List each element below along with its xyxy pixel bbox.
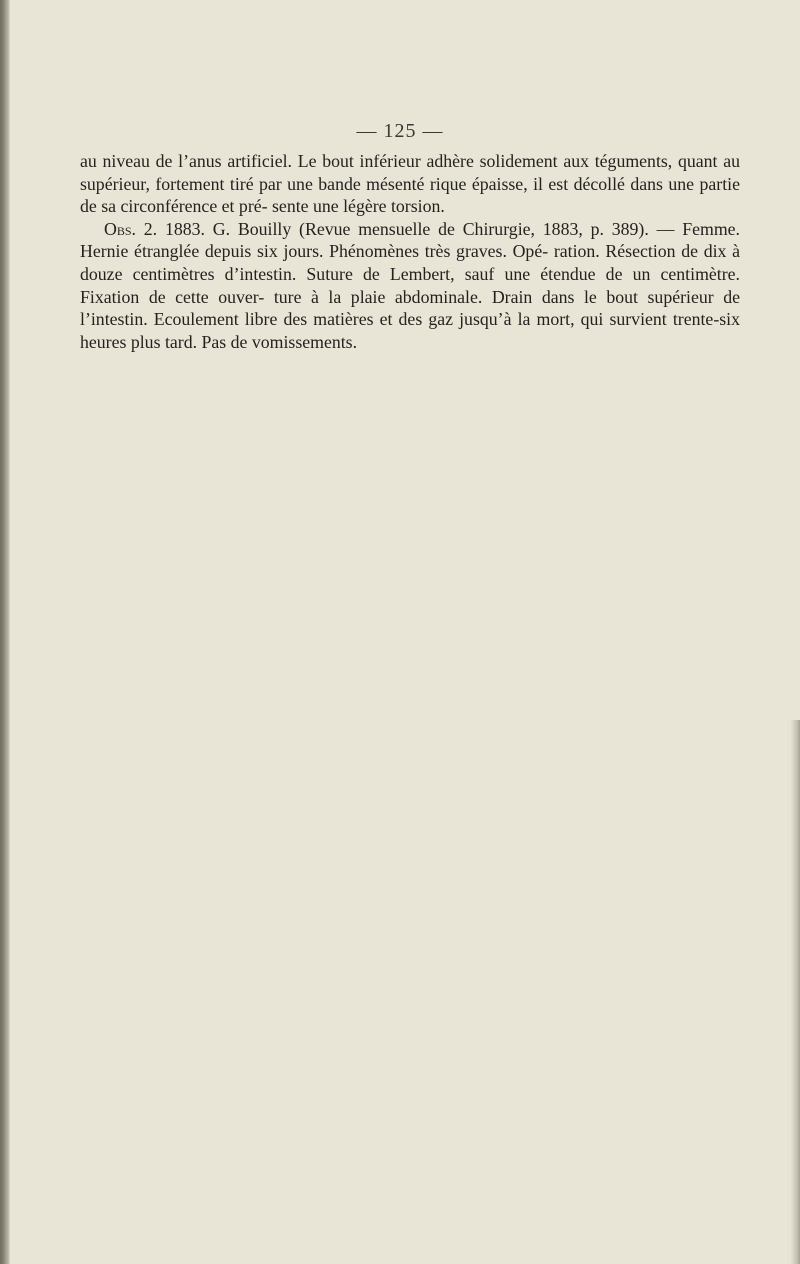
observation-label: Obs. 2. bbox=[104, 218, 158, 239]
body-text bbox=[80, 150, 740, 353]
paragraph-2 bbox=[80, 218, 740, 354]
paragraph-1: au niveau de l’anus artificiel. Le bout inférieur adhère solidement aux téguments, quant au supérieur, fortement tiré par une bande mésenté rique épaisse, il est décollé dans une partie de sa circonférence et pré- sente une légère torsion. bbox=[80, 151, 740, 217]
page-number: — 125 — bbox=[356, 120, 444, 142]
page-right-edge bbox=[790, 720, 800, 1264]
observation-text: 1883. G. Bouilly (Revue mensuelle de Chirurgie, 1883, p. 389). — Femme. Hernie étranglée depuis six jours. Phénomènes très graves. Opé- ration. Résection de dix à douze centimètres d’intestin. Suture de Lembert, sauf une étendue de un centimètre. Fixation de cette ouver- ture à la plaie abdominale. Drain dans le bout supérieur de l’intestin. Ecoulement libre des matières et des gaz jusqu’à la mort, qui survient trente-six heures plus tard. Pas de vomissements. bbox=[80, 218, 740, 352]
page-binding-edge bbox=[0, 0, 10, 1264]
